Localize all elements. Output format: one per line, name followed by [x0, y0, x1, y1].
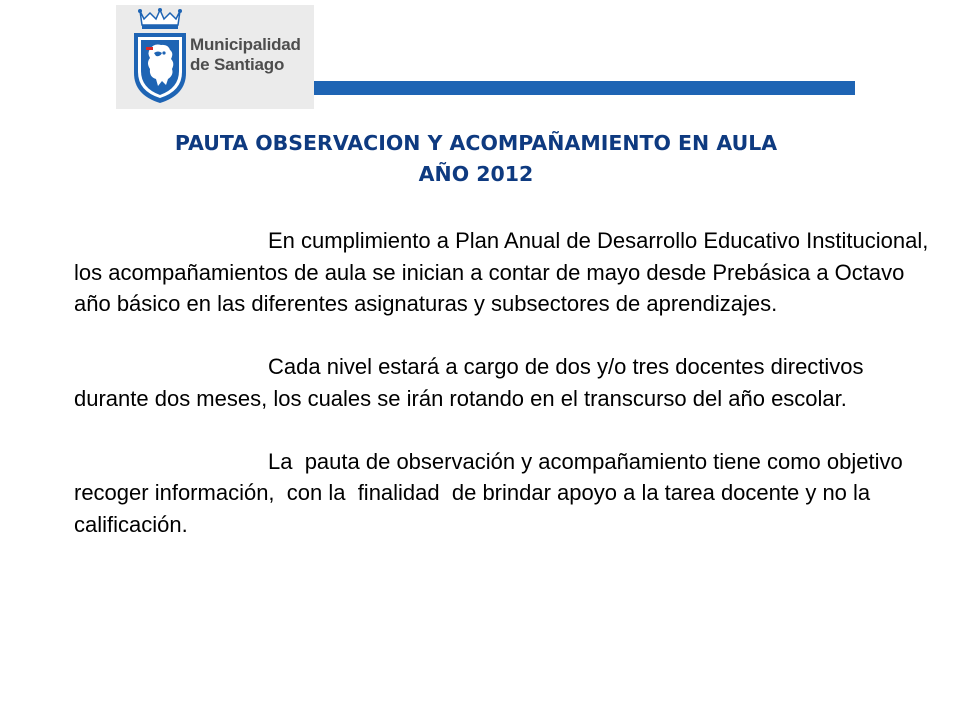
title-line-2: AÑO 2012: [418, 162, 534, 186]
santiago-crest-icon: [130, 7, 190, 105]
document-body: [74, 225, 936, 572]
organization-name-line1: Municipalidad: [190, 35, 301, 54]
organization-name-line2: de Santiago: [190, 55, 285, 74]
paragraph-1: En cumplimiento a Plan Anual de Desarrollo Educativo Institucional, los acompañamientos de aula se inician a contar de mayo desde Prebásica a Octavo año básico en las diferentes asignaturas y subsectores de aprendizajes.: [74, 228, 935, 316]
paragraph-2: Cada nivel estará a cargo de dos y/o tres docentes directivos durante dos meses, los cuales se irán rotando en el transcurso del año escolar.: [74, 354, 870, 411]
logo-panel: [116, 5, 314, 109]
title-line-1: PAUTA OBSERVACION Y ACOMPAÑAMIENTO EN AULA: [174, 131, 778, 155]
organization-name: [190, 35, 301, 75]
header-divider-bar: [314, 81, 855, 95]
page-title: [0, 128, 952, 190]
paragraph-3: La pauta de observación y acompañamiento tiene como objetivo recoger información, con la finalidad de brindar apoyo a la tarea docente y no la calificación.: [74, 448, 909, 537]
